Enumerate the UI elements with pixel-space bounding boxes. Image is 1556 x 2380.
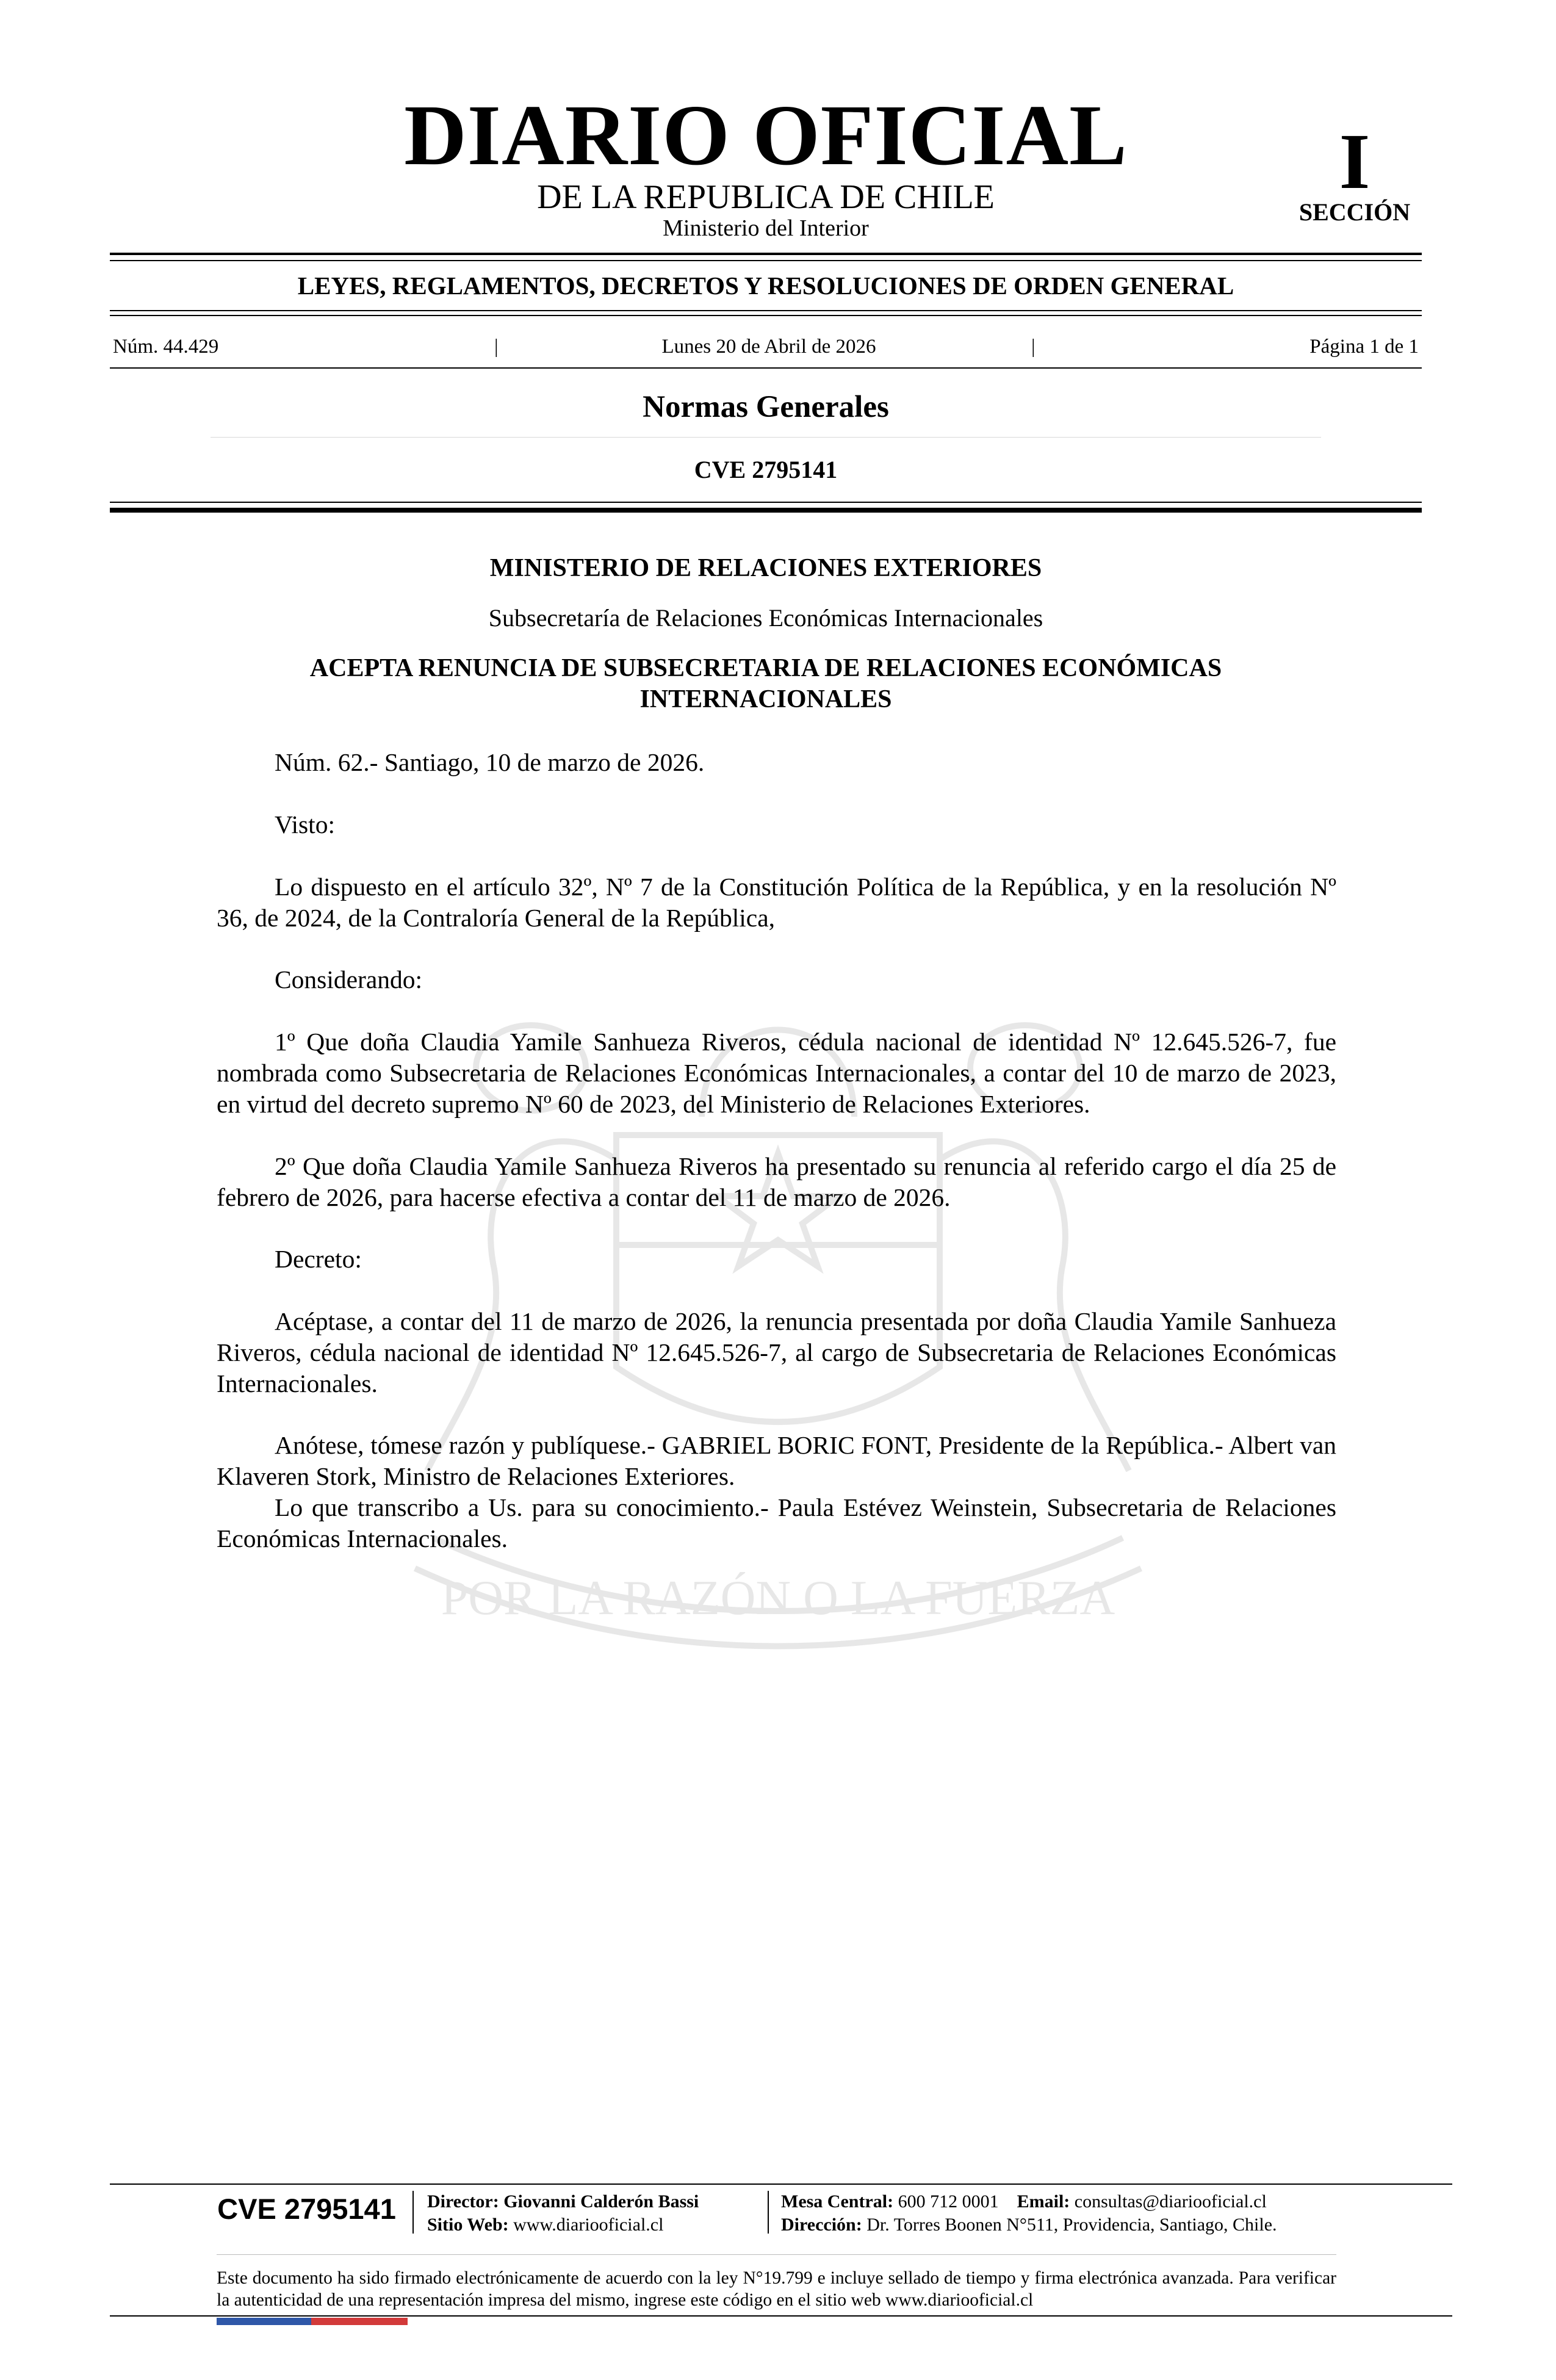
document-subsecretariat: Subsecretaría de Relaciones Económicas Internacionales bbox=[488, 604, 1043, 632]
closing-transcription: Lo que transcribo a Us. para su conocimiento.- Paula Estévez Weinstein, Subsecretaria de Relaciones Económicas Internacionales. bbox=[217, 1493, 1336, 1552]
footer-rule-middle bbox=[217, 2254, 1336, 2255]
banner-rule-bottom bbox=[110, 315, 1422, 316]
footer-divider bbox=[768, 2191, 769, 2234]
cve-heading: CVE 2795141 bbox=[694, 456, 838, 483]
website-label: Sitio Web: bbox=[427, 2215, 509, 2235]
document-ministry: MINISTERIO DE RELACIONES EXTERIORES bbox=[489, 554, 1042, 582]
info-separator: | bbox=[494, 336, 499, 358]
considerando-item-1: 1º Que doña Claudia Yamile Sanhueza Riveros, cédula nacional de identidad Nº 12.645.526-7, fue nombrada como Subsecretaria de Relaciones Económicas Internacionales, a contar del 10 de marzo de 2023, en virtud del decreto supremo Nº 60 de 2023, del Ministerio de Relaciones Exteriores. bbox=[217, 1028, 1336, 1118]
footer-divider bbox=[412, 2191, 414, 2234]
watermark-motto: POR LA RAZÓN O LA FUERZA bbox=[441, 1571, 1115, 1625]
document-title: ACEPTA RENUNCIA DE SUBSECRETARIA DE RELACIONES ECONÓMICAS INTERNACIONALES bbox=[309, 654, 1222, 713]
masthead-rule-bottom bbox=[110, 260, 1422, 261]
coat-of-arms-watermark bbox=[275, 903, 1281, 1697]
section-number: I bbox=[1339, 118, 1371, 206]
footer-rule-top bbox=[110, 2183, 1452, 2185]
visto-text: Lo dispuesto en el artículo 32º, Nº 7 de la Constitución Política de la República, y en la resolución Nº 36, de 2024, de la Contraloría General de la República, bbox=[217, 873, 1336, 932]
footer-phone-email bbox=[781, 2191, 1267, 2213]
considerando-item-2: 2º Que doña Claudia Yamile Sanhueza Riveros ha presentado su renuncia al referido cargo el día 25 de febrero de 2026, para hacerse efectiva a contar del 11 de marzo de 2026. bbox=[217, 1152, 1336, 1211]
section-label: SECCIÓN bbox=[1298, 198, 1411, 226]
email-link[interactable]: consultas@diariooficial.cl bbox=[1074, 2191, 1267, 2212]
website-link[interactable]: www.diariooficial.cl bbox=[513, 2215, 664, 2235]
issue-date: Lunes 20 de Abril de 2026 bbox=[661, 336, 876, 358]
phone-label: Mesa Central: bbox=[781, 2191, 894, 2212]
decreto-text: Acéptase, a contar del 11 de marzo de 2026, la renuncia presentada por doña Claudia Yamile Sanhueza Riveros, cédula nacional de identidad Nº 12.645.526-7, al cargo de Subsecretaria de Relaciones Económicas Internacionales. bbox=[217, 1307, 1336, 1397]
footer-address bbox=[781, 2214, 1277, 2236]
masthead-ministry: Ministerio del Interior bbox=[663, 215, 869, 241]
flag-stripe-blue bbox=[217, 2318, 311, 2325]
footer-notice: Este documento ha sido firmado electrónicamente de acuerdo con la ley N°19.799 e incluye sellado de tiempo y firma electrónica avanzada. Para verificar la autenticidad de una representación impresa del mismo, ingrese este código en el sitio web www.diariooficial.cl bbox=[217, 2268, 1336, 2310]
director-label: Director: bbox=[427, 2191, 499, 2212]
header-rule-thin bbox=[110, 502, 1422, 503]
masthead-subtitle: DE LA REPUBLICA DE CHILE bbox=[537, 178, 995, 216]
footer-director bbox=[427, 2191, 699, 2213]
page-count: Página 1 de 1 bbox=[1309, 336, 1419, 358]
flag-stripe-red bbox=[311, 2318, 408, 2325]
banner-rule-top bbox=[110, 310, 1422, 311]
address-label: Dirección: bbox=[781, 2215, 862, 2235]
section-heading: Normas Generales bbox=[643, 390, 889, 424]
info-separator: | bbox=[1031, 336, 1036, 358]
masthead-rule-top bbox=[110, 253, 1422, 255]
footer-website bbox=[427, 2214, 663, 2236]
visto-label: Visto: bbox=[275, 810, 335, 838]
footer-rule-bottom bbox=[110, 2315, 1452, 2317]
masthead-title: DIARIO OFICIAL bbox=[404, 87, 1128, 183]
considerando-label: Considerando: bbox=[275, 965, 423, 993]
decree-number-line: Núm. 62.- Santiago, 10 de marzo de 2026. bbox=[275, 748, 705, 776]
director-value: Giovanni Calderón Bassi bbox=[503, 2191, 699, 2212]
phone-value: 600 712 0001 bbox=[898, 2191, 999, 2212]
footer-cve: CVE 2795141 bbox=[217, 2193, 396, 2225]
banner: LEYES, REGLAMENTOS, DECRETOS Y RESOLUCIONES DE ORDEN GENERAL bbox=[297, 272, 1234, 300]
issue-number: Núm. 44.429 bbox=[113, 336, 219, 358]
section-heading-rule bbox=[211, 437, 1321, 438]
info-rule bbox=[110, 367, 1422, 369]
closing-signatures: Anótese, tómese razón y publíquese.- GABRIEL BORIC FONT, Presidente de la República.- Albert van Klaveren Stork, Ministro de Relaciones Exteriores. bbox=[217, 1431, 1336, 1490]
decreto-label: Decreto: bbox=[275, 1245, 362, 1273]
address-value: Dr. Torres Boonen N°511, Providencia, Santiago, Chile. bbox=[866, 2215, 1277, 2235]
header-rule-thick bbox=[110, 508, 1422, 513]
email-label: Email: bbox=[1017, 2191, 1070, 2212]
